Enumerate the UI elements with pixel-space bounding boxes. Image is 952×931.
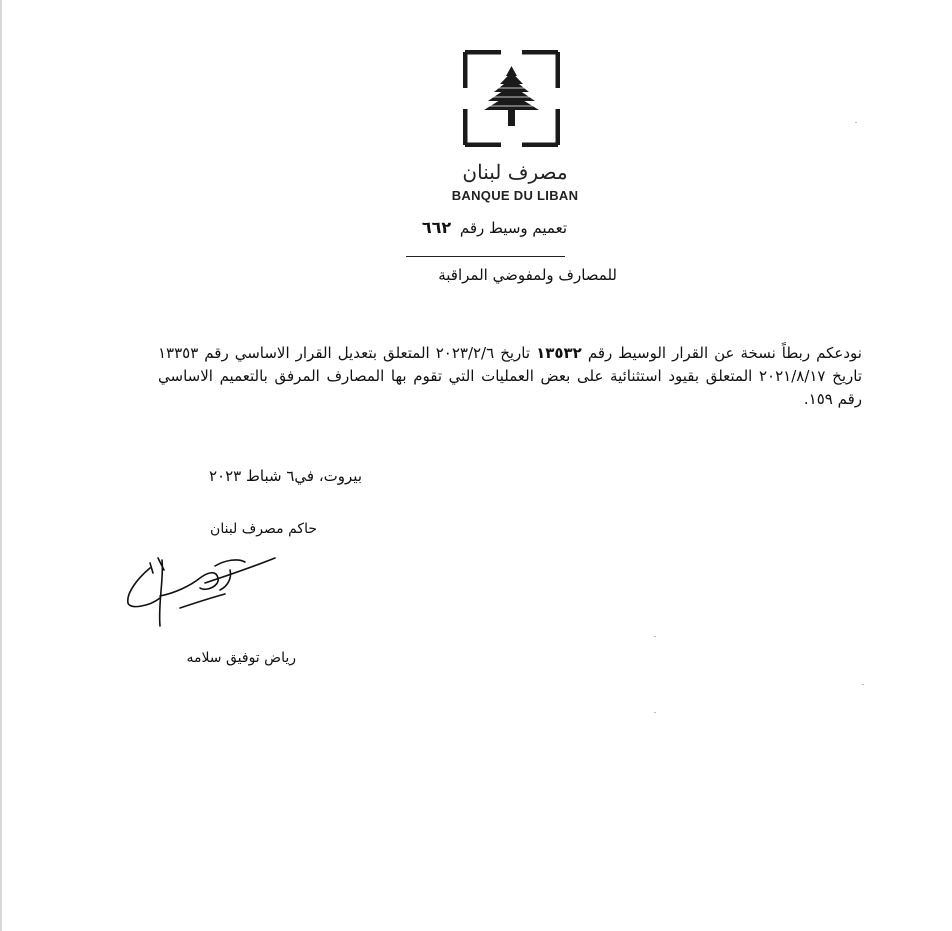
scan-speck	[855, 122, 857, 123]
bank-logo-cedar-icon	[463, 50, 560, 147]
circular-body	[158, 342, 862, 411]
title-divider	[406, 256, 565, 257]
body-part-3: المتعلق بتعديل القرار الاساسي رقم ١٣٣٥٣ تاريخ ٢٠٢١/٨/١٧ المتعلق بقيود استثنائية على بعض العمليات التي تقوم بها المصارف المرفق بالتعميم الاساسي رقم ١٥٩.	[158, 344, 862, 408]
body-part-2: تاريخ	[500, 344, 531, 362]
signer-name: رياض توفيق سلامه	[186, 650, 296, 666]
signer-title: حاكم مصرف لبنان	[210, 521, 317, 537]
decision-date: ٢٠٢٣/٢/٦	[435, 344, 495, 362]
issue-date-line: بيروت، في٦ شباط ٢٠٢٣	[209, 467, 362, 485]
addressee-line: للمصارف ولمفوضي المراقبة	[438, 266, 617, 284]
scan-speck	[654, 712, 656, 713]
scan-speck	[862, 684, 864, 685]
circular-number: ٦٦٢	[421, 218, 452, 237]
bank-name-arabic: مصرف لبنان	[462, 160, 568, 184]
circular-title-label: تعميم وسيط رقم	[459, 219, 567, 237]
decision-number: ١٣٥٣٢	[536, 344, 582, 362]
page-edge	[0, 0, 2, 931]
body-part-1: نودعكم ربطاً نسخة عن القرار الوسيط رقم	[587, 344, 862, 362]
circular-title	[422, 218, 567, 237]
handwritten-signature-icon	[120, 548, 290, 633]
scan-speck	[654, 636, 656, 637]
bank-name-latin: BANQUE DU LIBAN	[451, 188, 579, 203]
